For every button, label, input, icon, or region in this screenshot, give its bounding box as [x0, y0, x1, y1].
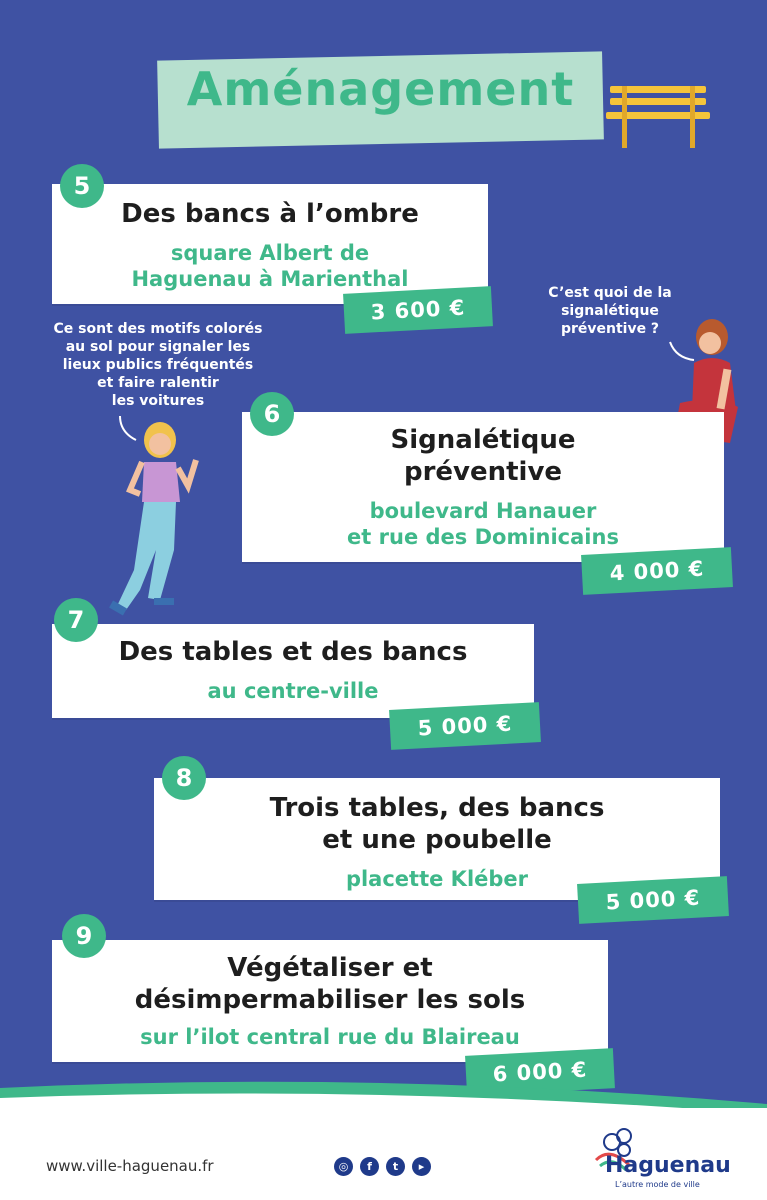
youtube-icon[interactable]: ▸ [412, 1157, 431, 1176]
project-number: 9 [62, 914, 106, 958]
project-number: 5 [60, 164, 104, 208]
project-price: 4 000 € [581, 547, 733, 595]
project-title: Végétaliser et [227, 953, 433, 983]
project-card-9 [52, 940, 608, 1062]
bubble-line: et faire ralentir [97, 375, 219, 391]
bubble-line: lieux publics fréquentés [62, 357, 254, 373]
project-number: 6 [250, 392, 294, 436]
instagram-icon[interactable]: ◎ [334, 1157, 353, 1176]
project-number: 7 [54, 598, 98, 642]
project-card-6 [242, 412, 724, 562]
bubble-line: signalétique [561, 303, 659, 319]
project-price: 5 000 € [389, 702, 541, 750]
bubble-line: préventive ? [560, 321, 660, 337]
project-card-5 [52, 184, 488, 304]
project-location: sur l’ilot central rue du Blaireau [140, 1025, 520, 1049]
bubble-line: au sol pour signaler les [65, 339, 251, 355]
brand-slogan: L’autre mode de ville [615, 1180, 700, 1189]
bench-icon [600, 82, 715, 152]
project-title: Trois tables, des bancs [269, 793, 605, 823]
project-number: 8 [162, 756, 206, 800]
facebook-icon[interactable]: f [360, 1157, 379, 1176]
project-title: Des bancs à l’ombre [121, 199, 419, 229]
project-card-7 [52, 624, 534, 718]
project-location: Haguenau à Marienthal [131, 267, 409, 291]
twitter-icon[interactable]: t [386, 1157, 405, 1176]
project-title: Des tables et des bancs [118, 637, 468, 667]
standing-woman-illustration [104, 420, 214, 625]
answer-bubble [28, 320, 288, 410]
bubble-line: Ce sont des motifs colorés [53, 321, 263, 337]
project-location: et rue des Dominicains [347, 525, 619, 549]
project-title: désimpermabiliser les sols [134, 985, 526, 1015]
project-price: 6 000 € [465, 1048, 615, 1096]
brand-name: Haguenau [605, 1153, 731, 1178]
project-location: square Albert de [170, 241, 370, 265]
project-location: boulevard Hanauer [369, 499, 597, 523]
page-title: Aménagement [186, 62, 575, 116]
project-location: placette Kléber [345, 867, 529, 891]
website-link[interactable]: www.ville-haguenau.fr [46, 1157, 214, 1175]
project-title: Signalétique [390, 425, 576, 455]
project-title: et une poubelle [322, 825, 552, 855]
project-title: préventive [403, 457, 563, 487]
bubble-line: les voitures [111, 393, 205, 409]
project-price: 5 000 € [577, 876, 729, 924]
project-price: 3 600 € [343, 286, 493, 334]
bubble-line: C’est quoi de la [548, 285, 672, 301]
project-location: au centre-ville [207, 679, 379, 703]
